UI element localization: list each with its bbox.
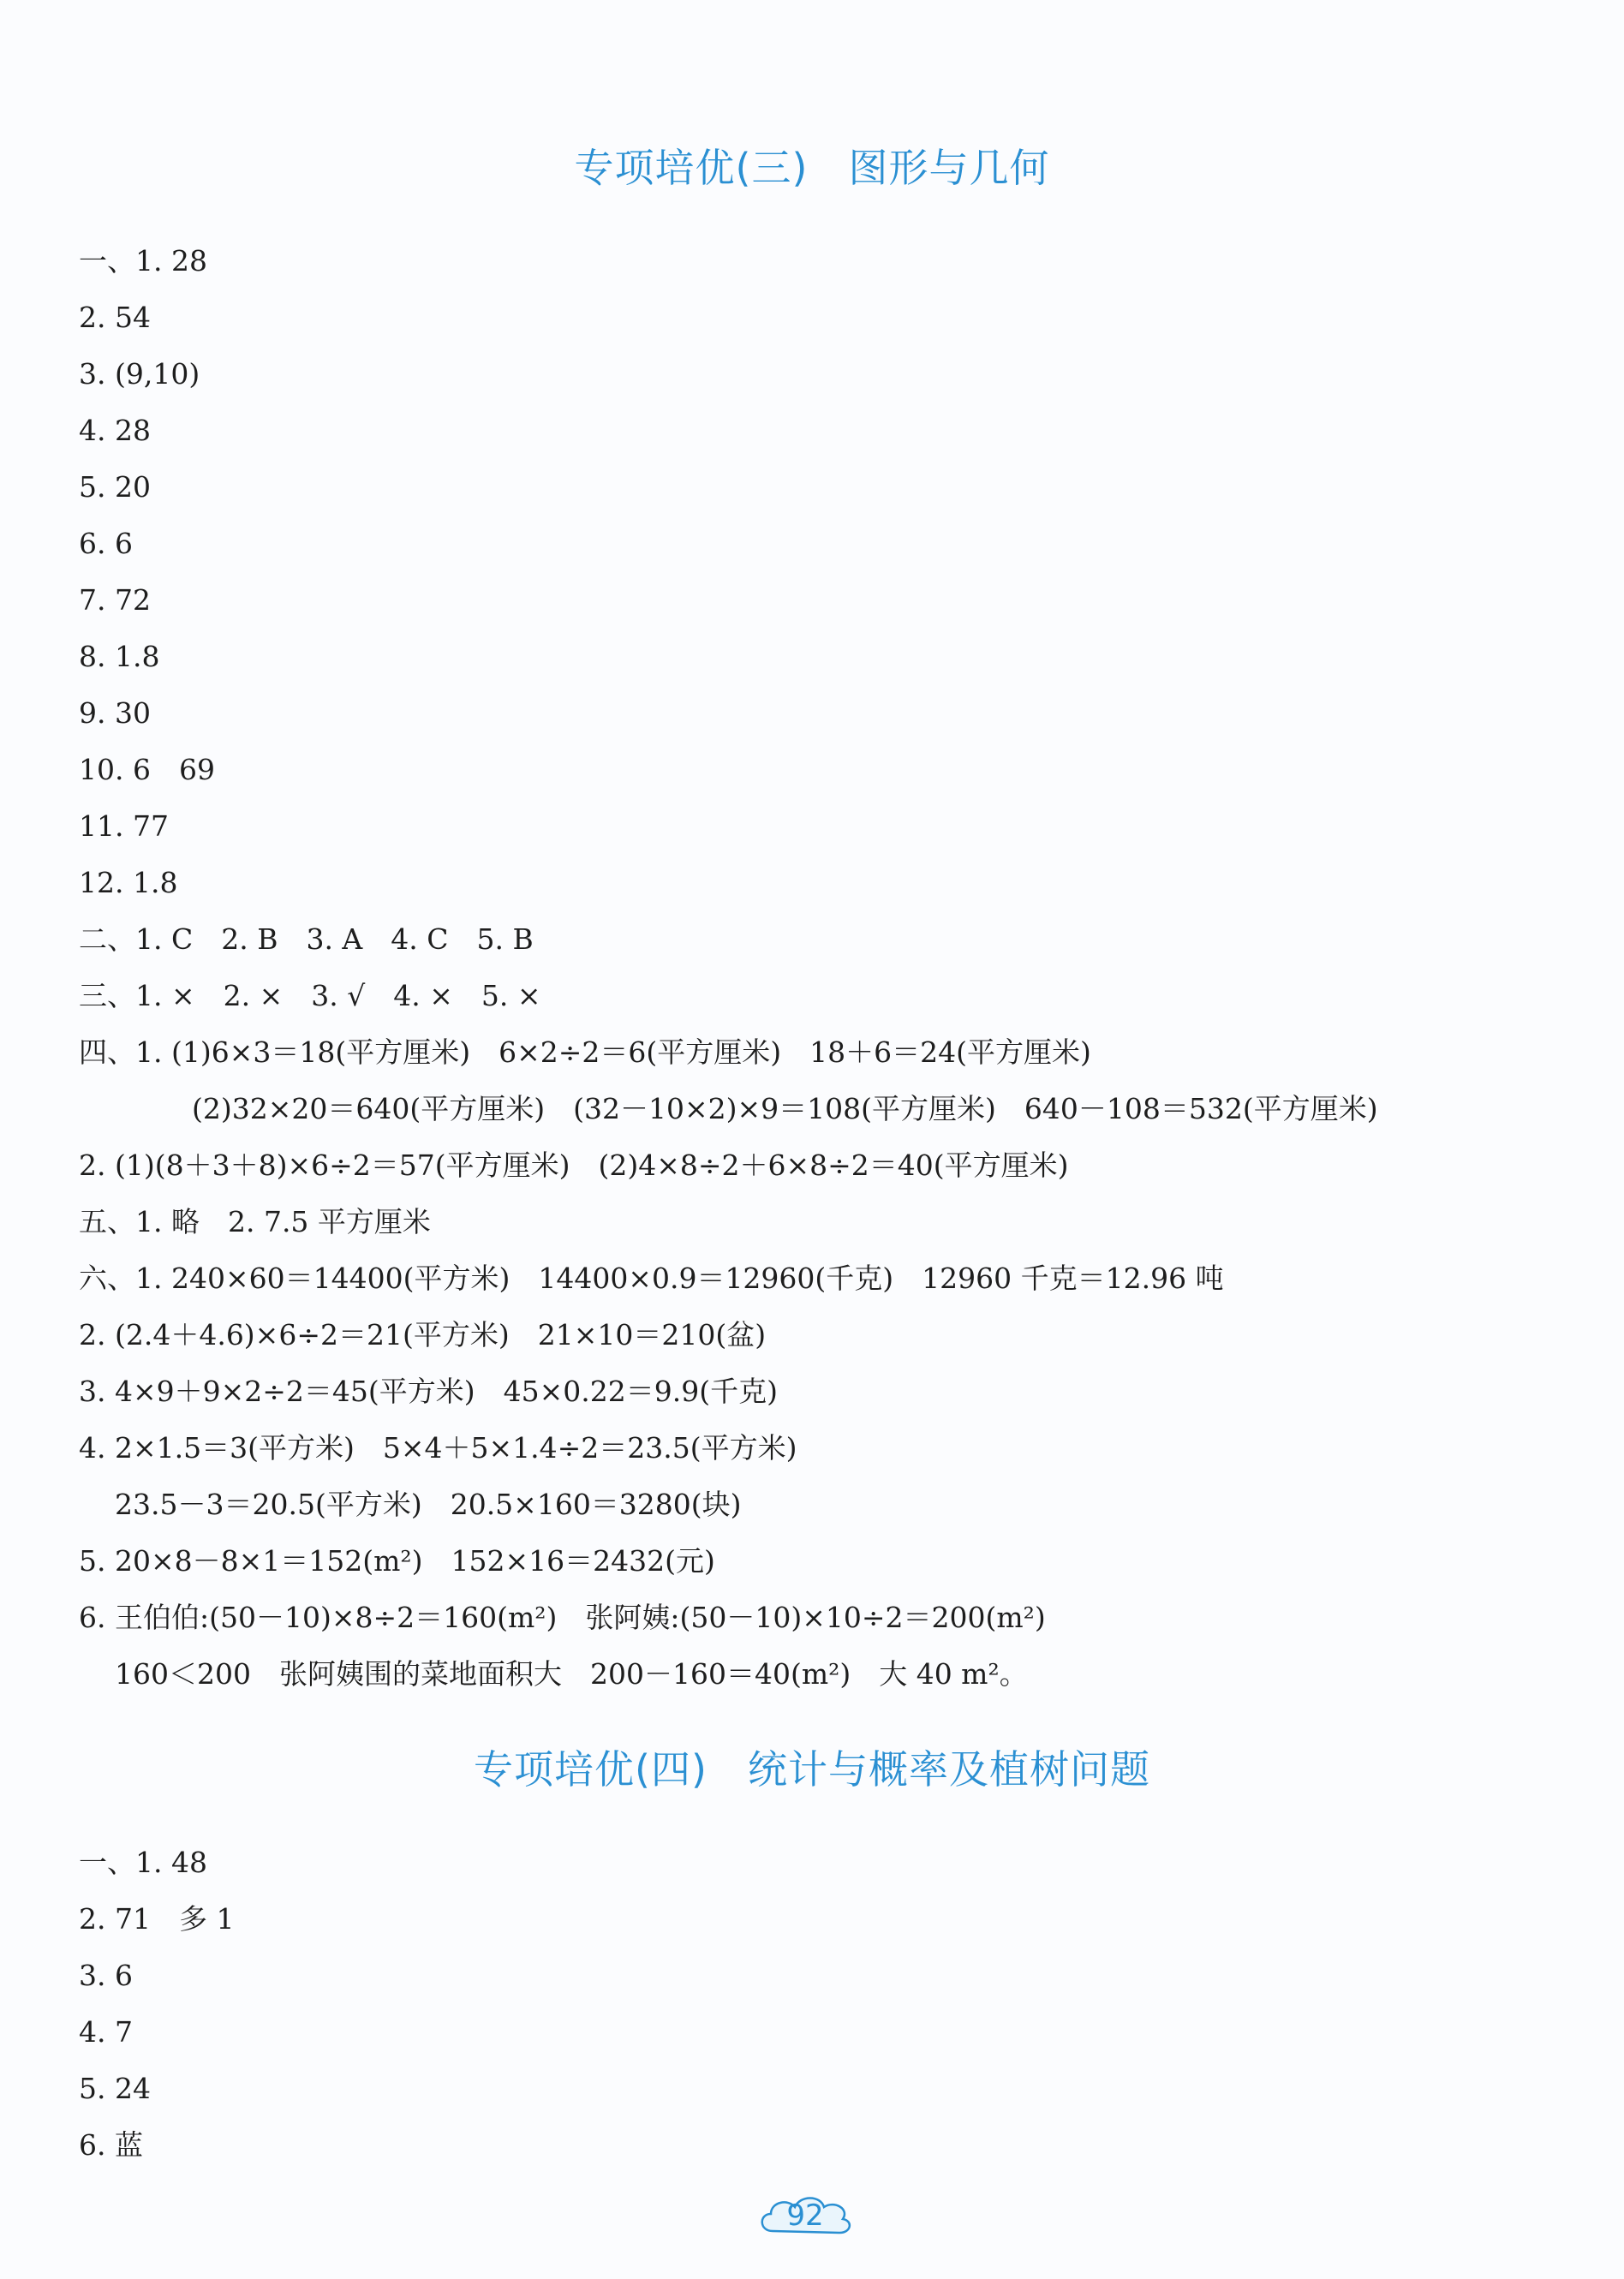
answer-line: 12. 1.8: [79, 866, 178, 899]
answer-line: 6. 王伯伯:(50－10)×8÷2＝160(m²) 张阿姨:(50－10)×10÷2＝200(m²): [79, 1601, 1046, 1634]
answer-line: 六、1. 240×60＝14400(平方米) 14400×0.9＝12960(千克) 12960 千克＝12.96 吨: [79, 1262, 1224, 1295]
answer-line: 6. 6: [79, 527, 133, 560]
page-number-badge: [754, 2188, 857, 2243]
section-4-title: 专项培优(四) 统计与概率及植树问题: [474, 1746, 1150, 1793]
answer-line: 2. 71 多 1: [79, 1902, 235, 1936]
answer-line: 3. 6: [79, 1959, 133, 1992]
answer-line: 一、1. 28: [79, 244, 207, 277]
answer-line: 3. 4×9＋9×2÷2＝45(平方米) 45×0.22＝9.9(千克): [79, 1375, 778, 1408]
answer-line: 7. 72: [79, 583, 151, 617]
answer-line: 10. 6 69: [79, 753, 215, 786]
answer-line: 3. (9,10): [79, 357, 200, 391]
answer-line: 2. (2.4＋4.6)×6÷2＝21(平方米) 21×10＝210(盆): [79, 1318, 767, 1351]
answer-line: 23.5－3＝20.5(平方米) 20.5×160＝3280(块): [115, 1488, 742, 1521]
answer-line: 5. 24: [79, 2072, 151, 2105]
answer-line: 4. 7: [79, 2015, 133, 2049]
answer-line: 160＜200 张阿姨围的菜地面积大 200－160＝40(m²) 大 40 m²。: [115, 1657, 1028, 1691]
page-number: 92: [786, 2198, 824, 2233]
answer-line: 4. 28: [79, 414, 151, 447]
section-3-title: 专项培优(三) 图形与几何: [574, 145, 1050, 191]
answer-line: 6. 蓝: [79, 2128, 143, 2162]
answer-line: 三、1. × 2. × 3. √ 4. × 5. ×: [79, 979, 541, 1012]
answer-line: 5. 20×8－8×1＝152(m²) 152×16＝2432(元): [79, 1544, 715, 1578]
answer-line: 2. 54: [79, 301, 151, 334]
answer-line: 4. 2×1.5＝3(平方米) 5×4＋5×1.4÷2＝23.5(平方米): [79, 1431, 797, 1465]
answer-line: 11. 77: [79, 809, 169, 843]
answer-line: 2. (1)(8＋3＋8)×6÷2＝57(平方厘米) (2)4×8÷2＋6×8÷2＝40(平方厘米): [79, 1148, 1069, 1182]
answer-line: 五、1. 略 2. 7.5 平方厘米: [79, 1205, 431, 1238]
answer-line: 四、1. (1)6×3＝18(平方厘米) 6×2÷2＝6(平方厘米) 18＋6＝24(平方厘米): [79, 1035, 1091, 1069]
answer-line: 一、1. 48: [79, 1846, 207, 1879]
answer-line: 二、1. C 2. B 3. A 4. C 5. B: [79, 922, 534, 956]
answer-line: (2)32×20＝640(平方厘米) (32－10×2)×9＝108(平方厘米) 640－108＝532(平方厘米): [192, 1092, 1378, 1125]
answer-line: 5. 20: [79, 470, 151, 504]
answer-line: 9. 30: [79, 696, 151, 730]
answer-line: 8. 1.8: [79, 640, 160, 673]
